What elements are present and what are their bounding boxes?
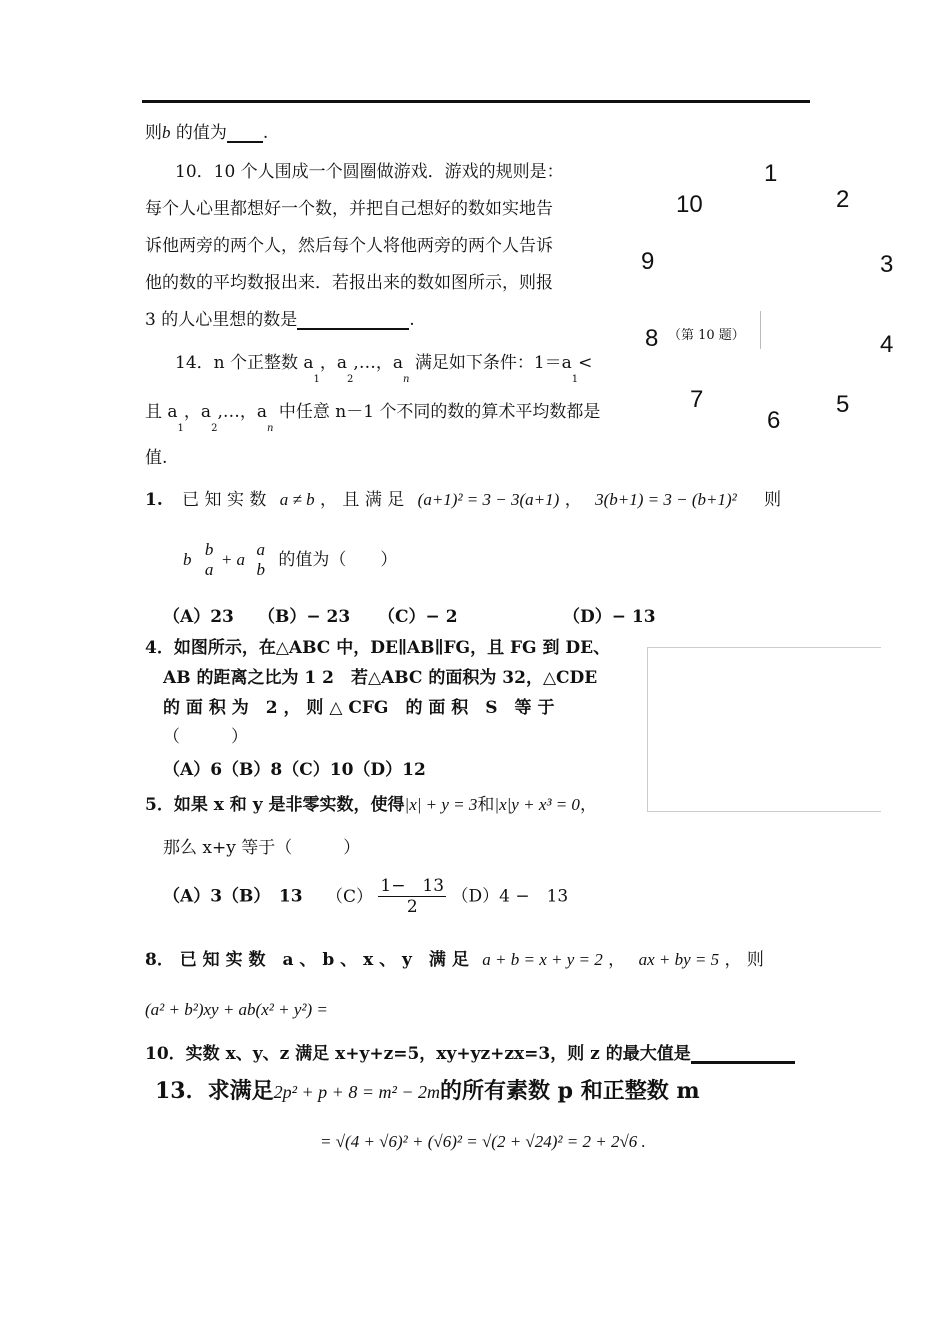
q10-line3: 诉他两旁的两个人，然后每个人将他两旁的两个人告诉 — [145, 236, 553, 256]
q1-option-d: （D）− 13 — [563, 607, 656, 627]
q10-line4: 他的数的平均数报出来．若报出来的数如图所示，则报 — [145, 273, 553, 293]
circle-number-8: 8 — [645, 325, 659, 352]
line-b-value: 则b 的值为 . — [145, 123, 269, 143]
q4-line1: 4．如图所示，在△ABC 中，DE∥AB∥FG，且 FG 到 DE、 — [145, 638, 611, 658]
q4-line3: 的 面 积 为 2 ， 则 △ CFG 的 面 积 S 等 于 — [163, 698, 555, 718]
q4-figure-box — [647, 647, 881, 812]
circle-number-5: 5 — [836, 391, 850, 418]
q10b-line: 10．实数 x、y、z 满足 x+y+z=5，xy+yz+zx=3，则 z 的最大值是 — [145, 1043, 795, 1064]
q1-expression: b b a + a a b 的值为（ ） — [183, 540, 398, 579]
q10-line2: 每个人心里都想好一个数，并把自己想好的数如实地告 — [145, 199, 553, 219]
figure-caption: （第 10 题） — [668, 328, 745, 343]
circle-number-6: 6 — [767, 407, 781, 434]
q1-options — [163, 607, 663, 627]
q4-line2: AB 的距离之比为 1 2 若△ABC 的面积为 32，△CDE — [163, 668, 598, 688]
q4-line4: （ ） — [163, 727, 248, 747]
q13-line: 13．求满足2p² + p + 8 = m² − 2m的所有素数 p 和正整数 m — [155, 1078, 700, 1104]
circle-number-1: 1 — [764, 160, 778, 187]
q8-line2: (a² + b²)xy + ab(x² + y²) = — [145, 1000, 328, 1019]
q5-line1: 5．如果 x 和 y 是非零实数，使得|x| + y = 3和|x|y + x³ = 0， — [145, 795, 597, 815]
q14-line2: 且 $a_1$，$a_2,\dots$，$a_n$ 中任意 n－1 个不同的数的算术平均数都是 — [145, 402, 601, 434]
circle-number-7: 7 — [690, 386, 704, 413]
q10-line1: 10．10 个人围成一个圆圈做游戏．游戏的规则是： — [175, 162, 564, 182]
q1-option-a: （A）23 — [163, 607, 234, 627]
figure-divider — [760, 311, 761, 349]
circle-number-9: 9 — [641, 248, 655, 275]
q1-option-b: （B）− 23 — [258, 607, 351, 627]
q14-line1: 14．n 个正整数 $a_1$，$a_2,\dots$，$a_n$ 满足如下条件：$1=a_1<$ — [175, 353, 593, 385]
q1-option-c: （C）− 2 — [378, 607, 458, 627]
circle-number-4: 4 — [880, 331, 894, 358]
q14-line3: 值. — [145, 448, 168, 468]
q5-line2: 那么 x+y 等于（ ） — [163, 838, 361, 858]
circle-number-2: 2 — [836, 186, 850, 213]
q1-line1: 1. 已 知 实 数 a ≠ b ， 且 满 足 (a+1)² = 3 − 3(a+1) ， 3(b+1) = 3 − (b+1)² 则 — [145, 490, 782, 510]
sqrt-line: = √(4 + √6)² + (√6)² = √(2 + √24)² = 2 + 2√6 . — [320, 1132, 646, 1151]
top-rule — [142, 100, 810, 103]
circle-number-3: 3 — [880, 251, 894, 278]
q8-line1: 8． 已 知 实 数 a 、 b 、 x 、 y 满 足 a + b = x + y = 2 ， ax + by = 5 ， 则 — [145, 950, 764, 970]
q10-line5: 3 的人心里想的数是 . — [145, 310, 415, 330]
q4-options: （A）6（B）8（C）10（D）12 — [163, 760, 426, 780]
q5-options: （A）3（B） 13 （C） $\frac{1- 13}{2}$ （D）4 − 13 — [163, 876, 569, 917]
circle-number-10: 10 — [676, 191, 703, 218]
